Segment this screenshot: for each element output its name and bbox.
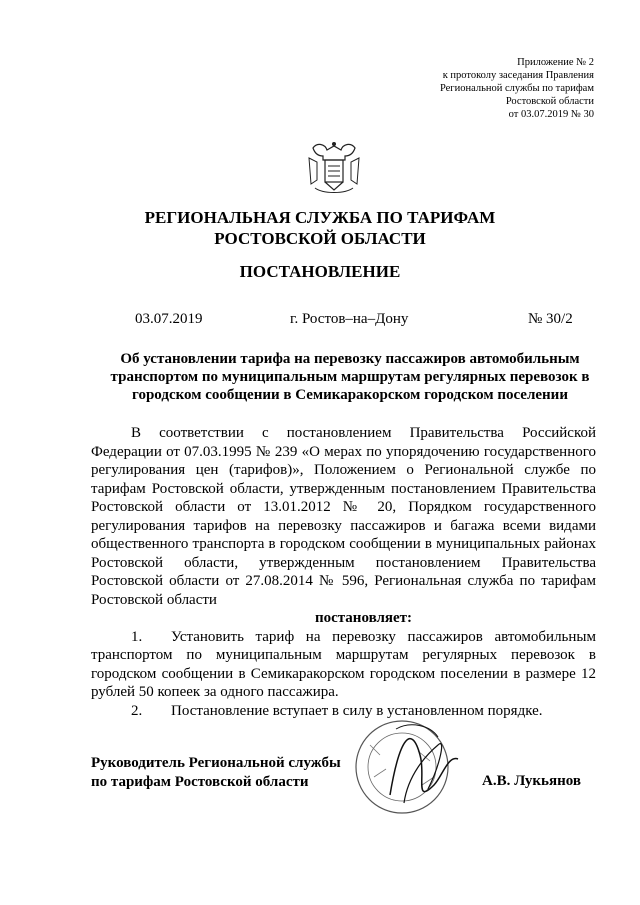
official-seal-icon	[330, 715, 480, 825]
item-text: Установить тариф на перевозку пассажиров автомобильным транспортом по муниципальным маршрутам регулярных перевозок в городском сообщении в Семикаракорском городском поселении в размере 12 рублей 50 копеек за одного пассажира.	[91, 628, 596, 700]
signer-title	[91, 754, 341, 792]
document-body	[91, 424, 596, 720]
appendix-line-2: к протоколу заседания Правления	[442, 70, 594, 81]
document-number: № 30/2	[528, 311, 573, 327]
item-number: 2.	[131, 702, 143, 719]
document-city: г. Ростов–на–Дону	[290, 311, 409, 327]
item-text: Постановление вступает в силу в установленном порядке.	[171, 702, 543, 719]
agency-name-line-1: РЕГИОНАЛЬНАЯ СЛУЖБА ПО ТАРИФАМ	[144, 208, 496, 227]
appendix-line-3: Региональной службы по тарифам	[439, 83, 594, 94]
appendix-note	[440, 56, 594, 121]
signer-name: А.В. Лукьянов	[482, 773, 581, 789]
preamble-paragraph: В соответствии с постановлением Правительства Российской Федерации от 07.03.1995 № 239 «О мерах по упорядочению государственного регулирования цен (тарифов)», Положением о Региональной службе по тарифам Ростовской области, утвержденным постановлением Правительства Ростовской области от 13.01.2012 № 20, Порядком государственного регулирования тарифов на перевозку пассажиров и багажа всеми видами общественного транспорта в городском сообщении в муниципальных районах Ростовской области, утвержденным постановлением Правительства Ростовской области от 27.08.2014 № 596, Региональная служба по тарифам Ростовской области	[91, 425, 596, 608]
appendix-line-5: от 03.07.2019 № 30	[508, 109, 594, 120]
item-number: 1.	[131, 628, 143, 645]
document-date: 03.07.2019	[135, 311, 203, 327]
signer-title-line-2: по тарифам Ростовской области	[91, 774, 309, 790]
appendix-line-1: Приложение № 2	[517, 57, 594, 68]
document-type: ПОСТАНОВЛЕНИЕ	[239, 262, 401, 281]
list-item	[91, 628, 596, 702]
decree-word: постановляет:	[314, 610, 413, 626]
signer-title-line-1: Руководитель Региональной службы	[91, 755, 341, 771]
agency-name	[0, 207, 640, 249]
subject-line-2: транспортом по муниципальным маршрутам регулярных перевозок в	[110, 369, 590, 385]
appendix-line-4: Ростовской области	[505, 96, 594, 107]
agency-name-line-2: РОСТОВСКОЙ ОБЛАСТИ	[214, 229, 426, 248]
document-subject	[100, 350, 600, 404]
coat-of-arms-icon	[303, 140, 365, 198]
subject-line-1: Об установлении тарифа на перевозку пассажиров автомобильным	[120, 351, 580, 367]
subject-line-3: городском сообщении в Семикаракорском городском поселении	[132, 387, 568, 403]
